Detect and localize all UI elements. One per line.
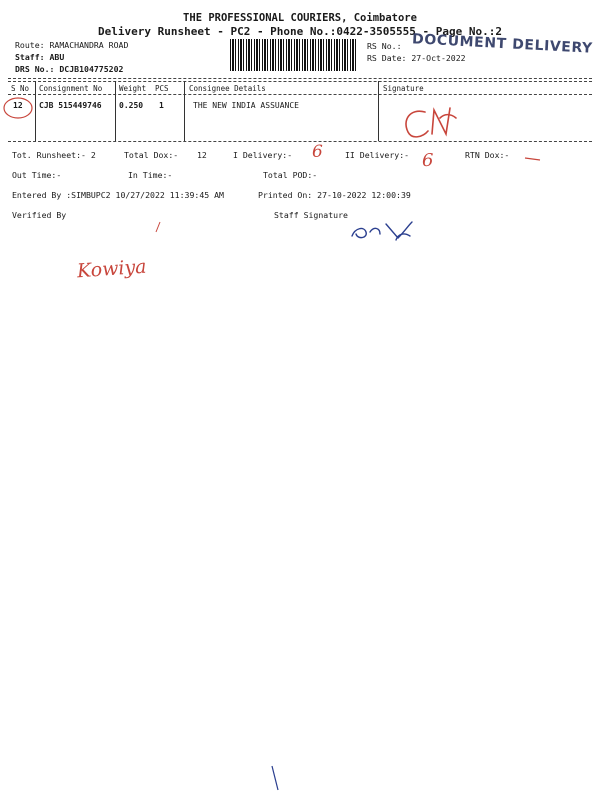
total-pod-label: Total POD:- <box>263 170 318 180</box>
col-divider <box>378 81 379 141</box>
table-header-rule <box>8 94 592 95</box>
in-time-label: In Time:- <box>128 170 173 180</box>
printed-on: Printed On: 27-10-2022 12:00:39 <box>258 190 411 200</box>
col-header-signature: Signature <box>383 84 424 93</box>
entered-by: Entered By :SIMBUPC2 10/27/2022 11:39:45 AM <box>12 190 224 200</box>
ii-delivery-handwritten: 6 <box>422 150 434 171</box>
staff-label: Staff: ABU <box>15 52 65 62</box>
out-time-label: Out Time:- <box>12 170 62 180</box>
table-top-rule <box>8 78 592 79</box>
rtn-dox-label: RTN Dox:- <box>465 150 510 160</box>
row-pcs: 1 <box>159 101 164 110</box>
drs-number: DRS No.: DCJB104775202 <box>15 64 124 74</box>
barcode <box>230 39 358 71</box>
verified-by-label: Verified By <box>12 210 67 220</box>
row-sno: 12 <box>13 101 23 110</box>
total-dox-label: Total Dox:- <box>124 150 179 160</box>
handwritten-name: Kowiya <box>76 255 148 283</box>
col-header-pcs: PCS <box>155 84 169 93</box>
rtn-dox-dash <box>525 158 540 160</box>
bottom-pen-mark <box>272 766 278 790</box>
document-delivery-stamp: DOCUMENT DELIVERY <box>411 31 594 57</box>
rs-date: RS Date: 27-Oct-2022 <box>367 53 466 63</box>
staff-signature-label: Staff Signature <box>274 210 348 220</box>
i-delivery-label: I Delivery:- <box>233 150 293 160</box>
staff-signature-mark <box>352 222 412 240</box>
route-label: Route: RAMACHANDRA ROAD <box>15 40 129 50</box>
col-header-weight: Weight <box>119 84 147 93</box>
row-consignment-no: CJB 515449746 <box>39 101 102 110</box>
table-top-rule-2 <box>8 81 592 82</box>
col-header-sno: S No <box>11 84 30 93</box>
tot-runsheet: Tot. Runsheet:- 2 <box>12 150 96 160</box>
runsheet-title: Delivery Runsheet - PC2 - Phone No.:0422-3505555 - Page No.:2 <box>98 25 502 38</box>
i-delivery-handwritten: 6 <box>312 142 323 162</box>
rs-number: RS No.: <box>367 41 402 51</box>
row-consignee: THE NEW INDIA ASSUANCE <box>193 101 299 110</box>
company-title: THE PROFESSIONAL COURIERS, Coimbatore <box>183 12 417 24</box>
row-weight: 0.250 <box>119 101 144 110</box>
col-header-consignee: Consignee Details <box>189 84 266 93</box>
col-divider <box>184 81 185 141</box>
signature-cn-mark <box>406 108 456 137</box>
total-dox-value: 12 <box>197 150 207 160</box>
tick-mark <box>156 222 160 232</box>
ii-delivery-label: II Delivery:- <box>345 150 410 160</box>
col-divider <box>115 81 116 141</box>
col-divider <box>35 81 36 141</box>
col-header-consignment: Consignment No <box>39 84 103 93</box>
table-bottom-rule <box>8 141 592 142</box>
